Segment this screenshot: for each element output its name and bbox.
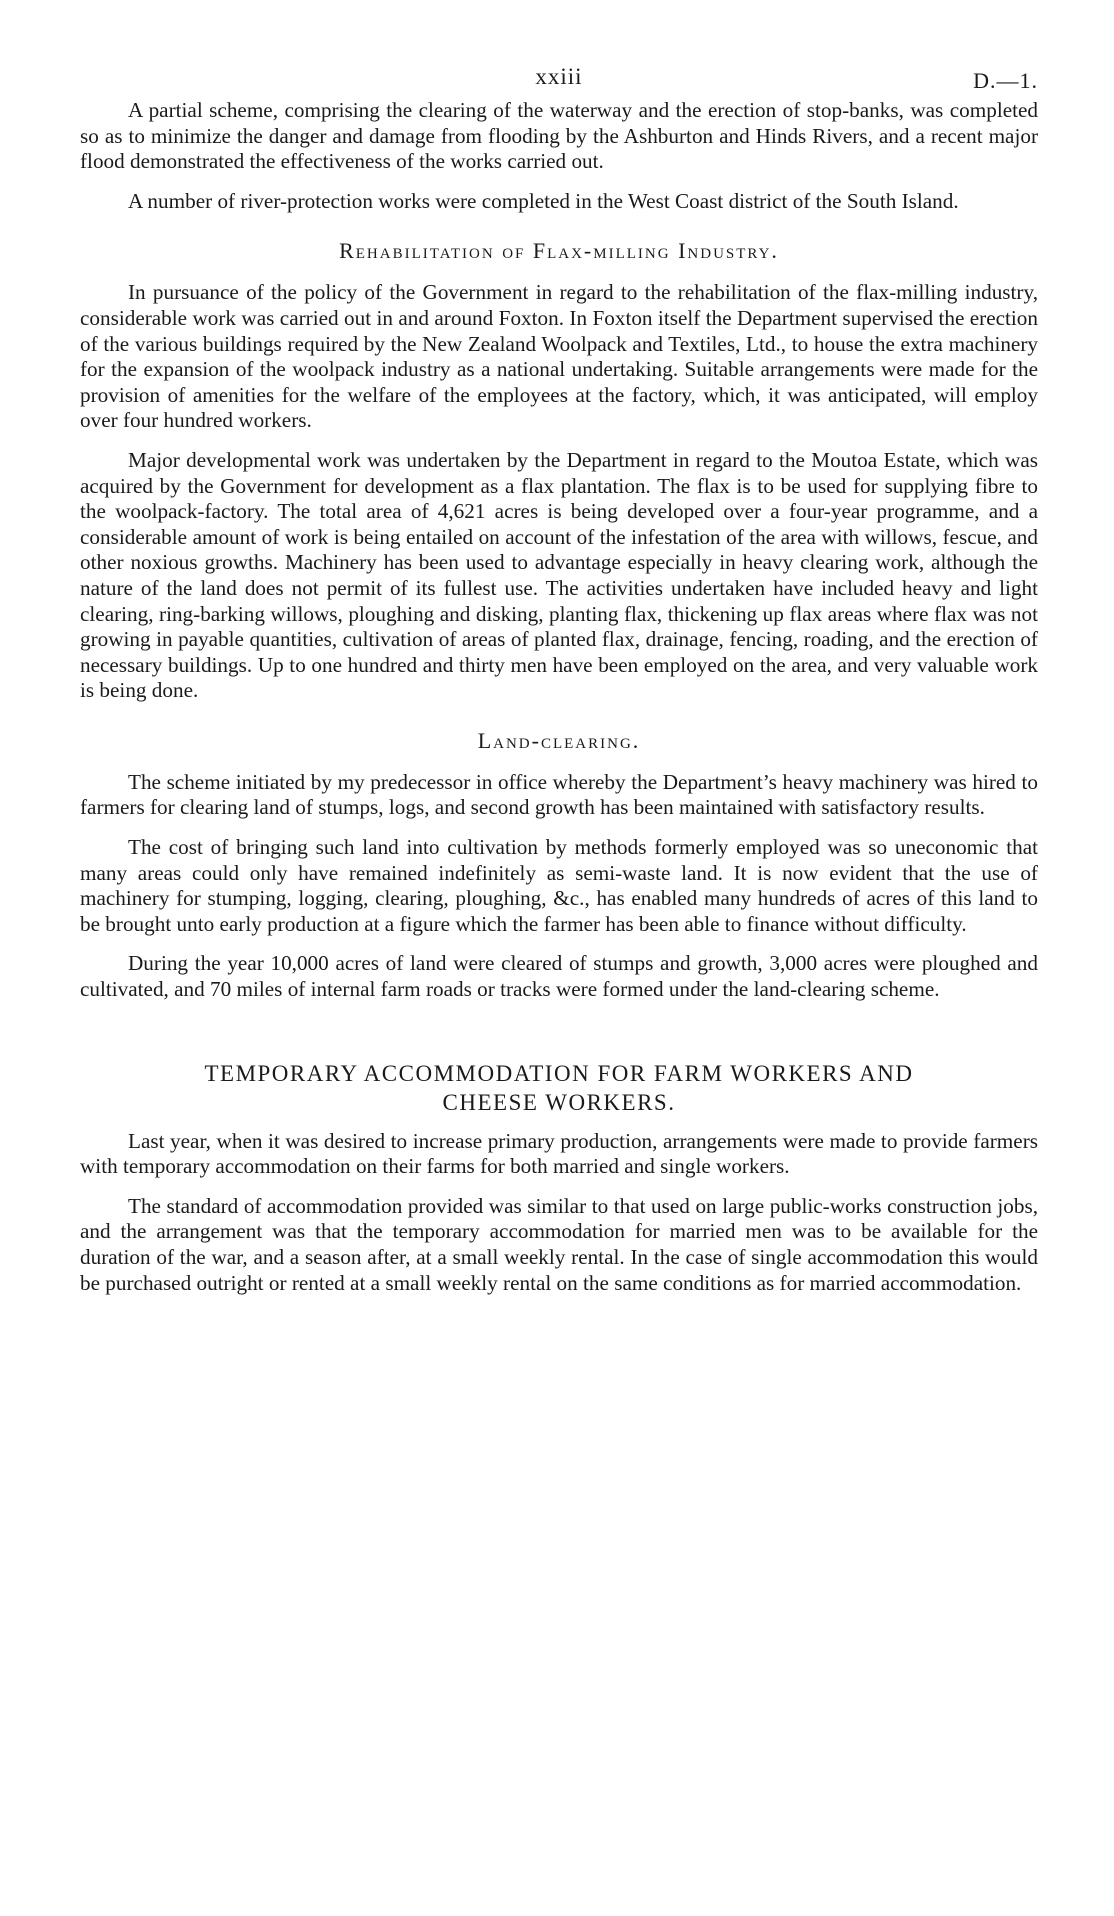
paragraph: Major developmental work was undertaken by the Department in regard to the Moutoa Estate, which was acquired by the Government for development as a flax plantation. The flax is to be used for supplying fibre to the woolpack-factory. The total area of 4,621 acres is being developed over a four-year programme, and a considerable amount of work is being entailed on account of the infestation of the area with willows, fescue, and other noxious growths. Machinery has been used to advantage especially in heavy clearing work, although the nature of the land does not permit of its fullest use. The activities undertaken have included heavy and light clearing, ring-barking willows, ploughing and disking, planting flax, thickening up flax areas where flax was not growing in payable quantities, cultivation of areas of planted flax, drainage, fencing, roading, and the erection of necessary buildings. Up to one hundred and thirty men have been employed on the area, and very valuable work is being done.	[80, 447, 1038, 703]
paragraph: In pursuance of the policy of the Government in regard to the rehabilitation of the flax-milling industry, considerable work was carried out in and around Foxton. In Foxton itself the Department supervised the erection of the various buildings required by the New Zealand Woolpack and Textiles, Ltd., to house the extra machinery for the expansion of the woolpack industry as a national undertaking. Suitable arrangements were made for the provision of amenities for the welfare of the employees at the factory, which, it was anticipated, will employ over four hundred workers.	[80, 280, 1038, 433]
paragraph: The scheme initiated by my predecessor in office whereby the Department’s heavy machinery was hired to farmers for clearing land of stumps, logs, and second growth has been maintained with satisfactory results.	[80, 769, 1038, 820]
major-heading-accommodation	[80, 1059, 1038, 1117]
document-page	[80, 58, 1038, 1310]
paragraph: Last year, when it was desired to increase primary production, arrangements were made to provide farmers with temporary accommodation on their farms for both married and single workers.	[80, 1128, 1038, 1179]
heading-line: TEMPORARY ACCOMMODATION FOR FARM WORKERS AND	[204, 1060, 914, 1086]
paragraph: The cost of bringing such land into cultivation by methods formerly employed was so uneconomic that many areas could only have remained indefinitely as semi-waste land. It is now evident that the use of machinery for stumping, logging, clearing, ploughing, &c., has enabled many hundreds of acres of this land to be brought unto early production at a figure which the farmer has been able to finance without difficulty.	[80, 835, 1038, 936]
paragraph: During the year 10,000 acres of land were cleared of stumps and growth, 3,000 acres were ploughed and cultivated, and 70 miles of internal farm roads or tracks were formed under the land-clearing scheme.	[80, 951, 1038, 1002]
page-number: xxiii	[535, 64, 583, 89]
intro-section	[80, 98, 1038, 214]
section-heading-flax: Rehabilitation of Flax-milling Industry.	[339, 238, 779, 264]
accommodation-section	[80, 1059, 1038, 1297]
land-clearing-section	[80, 728, 1038, 1003]
flax-section	[80, 238, 1038, 704]
heading-line: CHEESE WORKERS.	[442, 1089, 676, 1115]
paragraph: A number of river-protection works were completed in the West Coast district of the South Island.	[128, 188, 959, 213]
section-heading-land-clearing: Land-clearing.	[477, 727, 641, 753]
document-code: D.—1.	[973, 68, 1038, 93]
page-header	[80, 58, 1038, 98]
paragraph: A partial scheme, comprising the clearing of the waterway and the erection of stop-banks, was completed so as to minimize the danger and damage from flooding by the Ashburton and Hinds Rivers, and a recent major flood demonstrated the effectiveness of the works carried out.	[80, 98, 1038, 174]
paragraph: The standard of accommodation provided was similar to that used on large public-works construction jobs, and the arrangement was that the temporary accommodation for married men was to be available for the duration of the war, and a season after, at a small weekly rental. In the case of single accommodation this would be purchased outright or rented at a small weekly rental on the same conditions as for married accommodation.	[80, 1193, 1038, 1295]
